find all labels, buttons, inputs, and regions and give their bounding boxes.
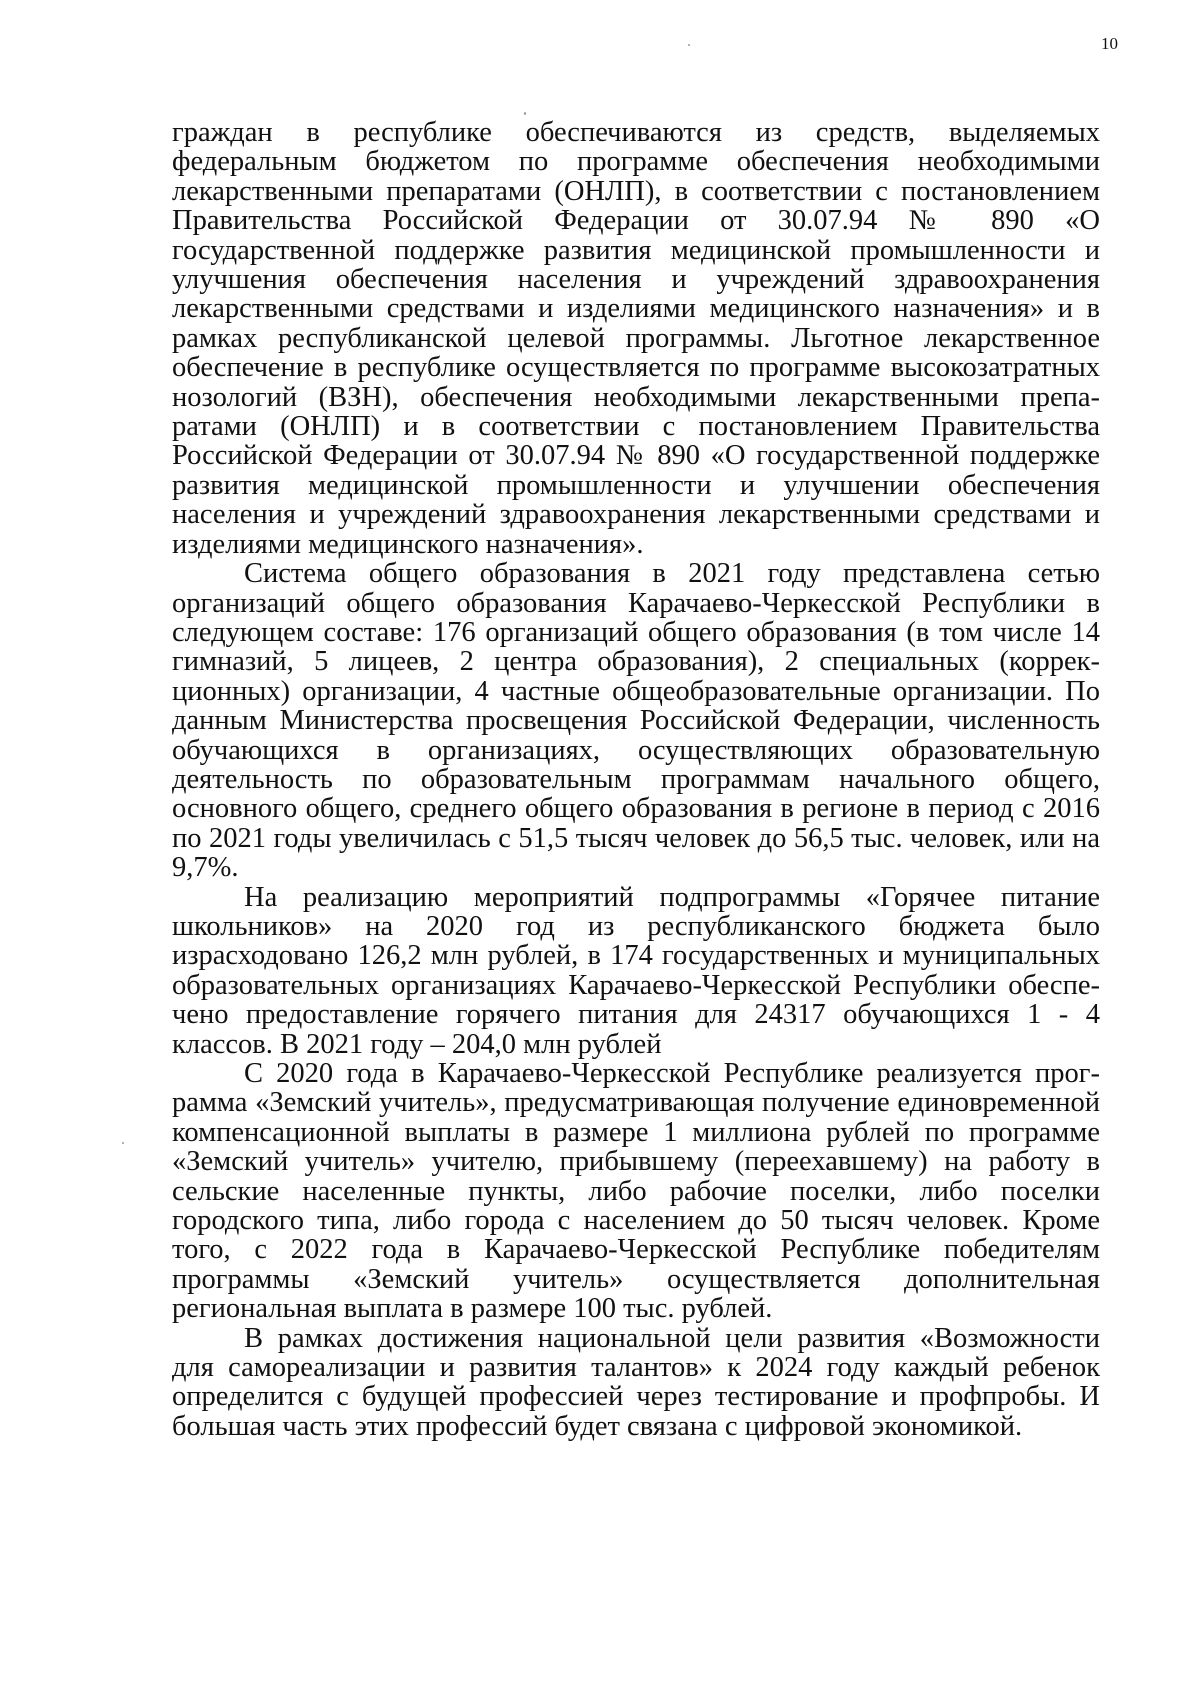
document-body	[172, 118, 1100, 1441]
scan-speck	[122, 1142, 124, 1144]
paragraph-zemsky-teacher: С 2020 года в Карачаево-Черкесской Республике реализуется программа «Земский учитель», предусматривающая получение единовременной компенсационной выплаты в размере 1 миллиона рублей по программе «Земский учитель» учителю, прибывшему (переехавшему) на работу в сельские населенные пункты, либо рабочие поселки, либо поселки городского типа, либо города с населением до 50 тысяч человек. Кроме того, с 2022 года в Карачаево-Черкесской Республике победителям программы «Земский учитель» осуществляется дополнительная региональная выплата в размере 100 тыс. рублей.	[172, 1058, 1100, 1325]
scan-speck	[524, 112, 526, 115]
paragraph-talents: В рамках достижения национальной цели развития «Возможности для самореализации и развития талантов» к 2024 году каждый ребенок определится с будущей профессией через тестирование и профпробы. И большая часть этих профессий будет связана с цифровой экономикой.	[172, 1322, 1100, 1442]
paragraph-medicine-supply: граждан в республике обеспечиваются из средств, выделяемых федеральным бюджетом по программе обеспечения необходимыми лекарственными препаратами (ОНЛП), в соответствии с постановлением Правительства Российской Федерации от 30.07.94 № 890 «О государственной поддержке развития медицинской промышленности и улучшения обеспечения населения и учреждений здравоохранения лекарственными средствами и изделиями медицинского назначения» и в рамках республиканской целевой программы. Льготное лекарственное обеспечение в республике осуществляется по программе высокозатратных нозологий (ВЗН), обеспечения необходимыми лекарственными препаратами (ОНЛП) и в соответствии с постановлением Правительства Российской Федерации от 30.07.94 № 890 «О государственной поддержке развития медицинской промышленности и улучшении обеспечения населения и учреждений здравоохранения лекарственными средствами и изделиями медицинского назначения».	[172, 117, 1100, 560]
paragraph-general-education: Система общего образования в 2021 году представлена сетью организаций общего образования Карачаево-Черкесской Республики в следующем составе: 176 организаций общего образования (в том числе 14 гимназий, 5 лицеев, 2 центра образования), 2 специальных (коррекционных) организации, 4 частные общеобразовательные организации. По данным Министерства просвещения Российской Федерации, численность обучающихся в организациях, осуществляющих образовательную деятельность по образовательным программам начального общего, основного общего, среднего общего образования в регионе в период с 2016 по 2021 годы увеличилась с 51,5 тысяч человек до 56,5 тыс. человек, или на 9,7%.	[172, 558, 1100, 884]
paragraph-hot-meals: На реализацию мероприятий подпрограммы «Горячее питание школьников» на 2020 год из республиканского бюджета было израсходовано 126,2 млн рублей, в 174 государственных и муниципальных образовательных организациях Карачаево-Черкесской Республики обеспечено предоставление горячего питания для 24317 обучающихся 1 - 4 классов. В 2021 году – 204,0 млн рублей	[172, 881, 1100, 1060]
page-number: 10	[1101, 34, 1118, 53]
scan-speck	[688, 44, 690, 46]
